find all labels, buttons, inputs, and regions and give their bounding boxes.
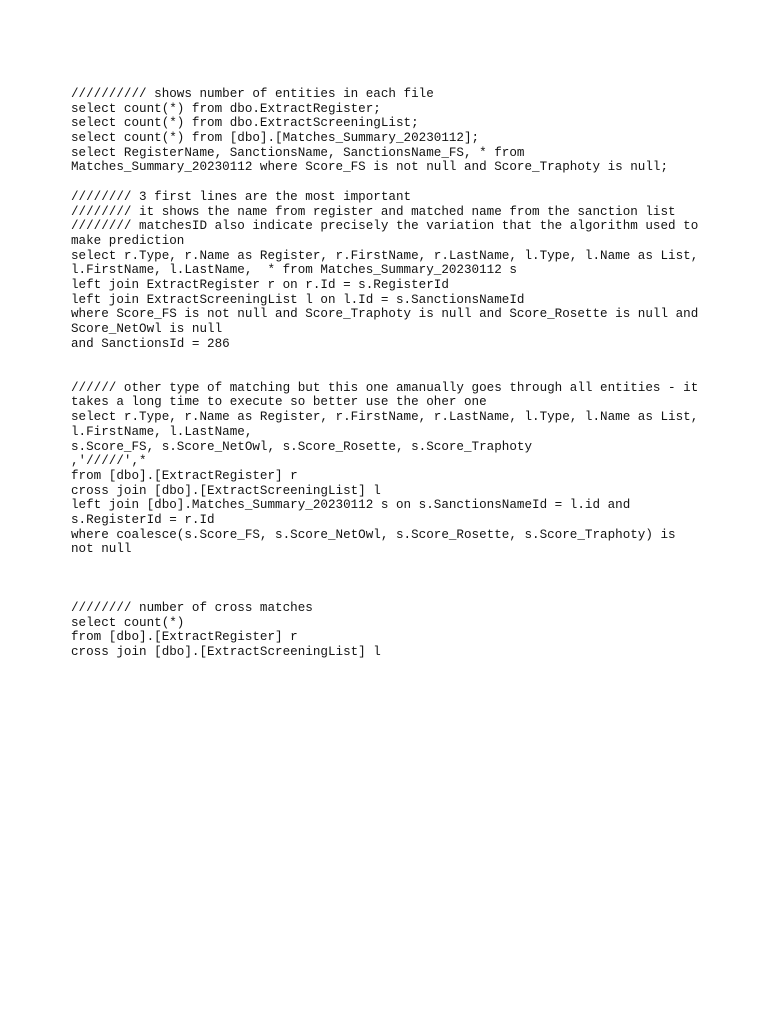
comment-line: //////// matchesID also indicate precisely the variation that the algorithm used to (71, 219, 699, 234)
comment-line: takes a long time to execute so better use the oher one (71, 395, 487, 410)
code-line: select count(*) from [dbo].[Matches_Summary_20230112]; (71, 131, 480, 146)
code-line: not null (71, 542, 132, 557)
comment-line: //////// number of cross matches (71, 601, 313, 616)
code-line: Matches_Summary_20230112 where Score_FS is not null and Score_Traphoty is null; (71, 160, 669, 175)
comment-line: ////////// shows number of entities in each file (71, 87, 434, 101)
code-line: s.Score_FS, s.Score_NetOwl, s.Score_Rosette, s.Score_Traphoty (71, 439, 533, 454)
blank-line (71, 557, 701, 572)
code-line: select count(*) from dbo.ExtractRegister; (71, 101, 381, 116)
blank-line (71, 366, 701, 381)
code-line: select count(*) from dbo.ExtractScreeningList; (71, 116, 419, 131)
sql-script-text (71, 87, 701, 660)
code-line: cross join [dbo].[ExtractScreeningList] l (71, 645, 381, 660)
code-line: select count(*) (71, 615, 185, 630)
code-line: from [dbo].[ExtractRegister] r (71, 468, 298, 483)
code-line: select r.Type, r.Name as Register, r.FirstName, r.LastName, l.Type, l.Name as List, (71, 248, 699, 263)
code-line: left join ExtractScreeningList l on l.Id = s.SanctionsNameId (71, 292, 525, 307)
comment-line: //////// it shows the name from register and matched name from the sanction list (71, 204, 676, 219)
code-line: ,'/////',* (71, 454, 147, 469)
code-line: l.FirstName, l.LastName, * from Matches_Summary_20230112 s (71, 263, 517, 278)
code-line: s.RegisterId = r.Id (71, 512, 215, 527)
comment-line: //////// 3 first lines are the most important (71, 189, 412, 204)
code-line: Score_NetOwl is null (71, 322, 223, 336)
blank-line (71, 572, 701, 587)
code-line: from [dbo].[ExtractRegister] r (71, 630, 298, 645)
code-line: and SanctionsId = 286 (71, 336, 230, 351)
code-line: l.FirstName, l.LastName, (71, 424, 253, 439)
code-line: where Score_FS is not null and Score_Traphoty is null and Score_Rosette is null and (71, 307, 699, 322)
code-line: left join ExtractRegister r on r.Id = s.RegisterId (71, 277, 449, 292)
comment-line: ////// other type of matching but this one amanually goes through all entities - it (71, 380, 699, 395)
blank-line (71, 586, 701, 601)
code-line: left join [dbo].Matches_Summary_20230112 s on s.SanctionsNameId = l.id and (71, 498, 631, 513)
blank-line (71, 175, 701, 190)
code-line: select RegisterName, SanctionsName, SanctionsName_FS, * from (71, 145, 525, 160)
code-line: select r.Type, r.Name as Register, r.FirstName, r.LastName, l.Type, l.Name as List, (71, 410, 699, 425)
code-line: where coalesce(s.Score_FS, s.Score_NetOwl, s.Score_Rosette, s.Score_Traphoty) is (71, 527, 676, 542)
blank-line (71, 351, 701, 366)
code-line: cross join [dbo].[ExtractScreeningList] l (71, 483, 381, 498)
comment-line: make prediction (71, 233, 185, 248)
